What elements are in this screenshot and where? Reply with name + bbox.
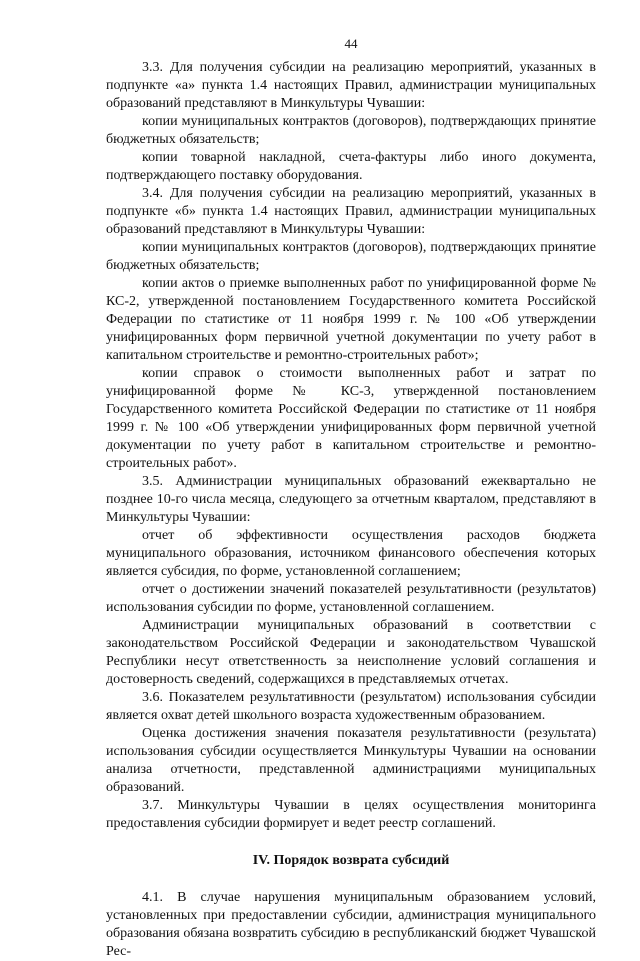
paragraph-3-4: 3.4. Для получения субсидии на реализацию мероприятий, указанных в подпункте «б» пункта 1.4 настоящих Правил, администрации муниципальных образований представляют в Минкультуры Чувашии: bbox=[106, 186, 596, 237]
document-page bbox=[106, 36, 596, 961]
paragraph-3-5-efficiency-report: отчет об эффективности осуществления расходов бюджета муниципального образования, источником финансового обеспечения которых является субсидия, по форме, установленной соглашением; bbox=[106, 528, 596, 579]
paragraph-3-6-assessment: Оценка достижения значения показателя результативности (результата) использования субсидии осуществляется Минкультуры Чувашии на основании анализа отчетности, представленной администрациями муниципальных образований. bbox=[106, 726, 596, 795]
paragraph-4-1: 4.1. В случае нарушения муниципальным образованием условий, установленных при предоставлении субсидии, администрация муниципального образования обязана возвратить субсидию в республиканский бюджет Чувашской Рес- bbox=[106, 890, 596, 959]
paragraph-3-3: 3.3. Для получения субсидии на реализацию мероприятий, указанных в подпункте «а» пункта 1.4 настоящих Правил, администрации муниципальных образований представляют в Минкультуры Чувашии: bbox=[106, 60, 596, 111]
paragraph-3-4-contracts: копии муниципальных контрактов (договоров), подтверждающих принятие бюджетных обязательств; bbox=[106, 240, 596, 273]
paragraph-3-5: 3.5. Администрации муниципальных образований ежеквартально не позднее 10-го числа месяца, следующего за отчетным кварталом, представляют в Минкультуры Чувашии: bbox=[106, 474, 596, 525]
paragraph-3-4-ks3: копии справок о стоимости выполненных работ и затрат по унифицированной форме № КС-3, утвержденной постановлением Государственного комитета Российской Федерации по статистике от 11 ноября 1999 г. № 100 «Об утверждении унифицированных форм первичной учетной документации по учету работ в капитальном строительстве и ремонтно-строительных работ». bbox=[106, 366, 596, 471]
page-number: 44 bbox=[344, 36, 358, 51]
paragraph-3-6: 3.6. Показателем результативности (результатом) использования субсидии является охват детей школьного возраста художественным образованием. bbox=[106, 690, 596, 723]
paragraph-3-3-invoice: копии товарной накладной, счета-фактуры либо иного документа, подтверждающего поставку оборудования. bbox=[106, 150, 596, 183]
paragraph-3-7: 3.7. Минкультуры Чувашии в целях осуществления мониторинга предоставления субсидии формирует и ведет реестр соглашений. bbox=[106, 798, 596, 831]
section-title: IV. Порядок возврата субсидий bbox=[252, 853, 450, 868]
paragraph-3-5-results-report: отчет о достижении значений показателей результативности (результатов) использования субсидии по форме, установленной соглашением. bbox=[106, 582, 596, 615]
paragraph-3-3-contracts: копии муниципальных контрактов (договоров), подтверждающих принятие бюджетных обязательств; bbox=[106, 114, 596, 147]
paragraph-3-4-ks2: копии актов о приемке выполненных работ по унифицированной форме № КС-2, утвержденной постановлением Государственного комитета Российской Федерации по статистике от 11 ноября 1999 г. № 100 «Об утверждении унифицированных форм первичной учетной документации по учету работ в капитальном строительстве и ремонтно-строительных работ»; bbox=[106, 276, 596, 363]
paragraph-3-5-responsibility: Администрации муниципальных образований в соответствии с законодательством Российской Федерации и законодательством Чувашской Республики несут ответственность за неисполнение условий соглашения и достоверность сведений, содержащихся в представляемых отчетах. bbox=[106, 618, 596, 687]
